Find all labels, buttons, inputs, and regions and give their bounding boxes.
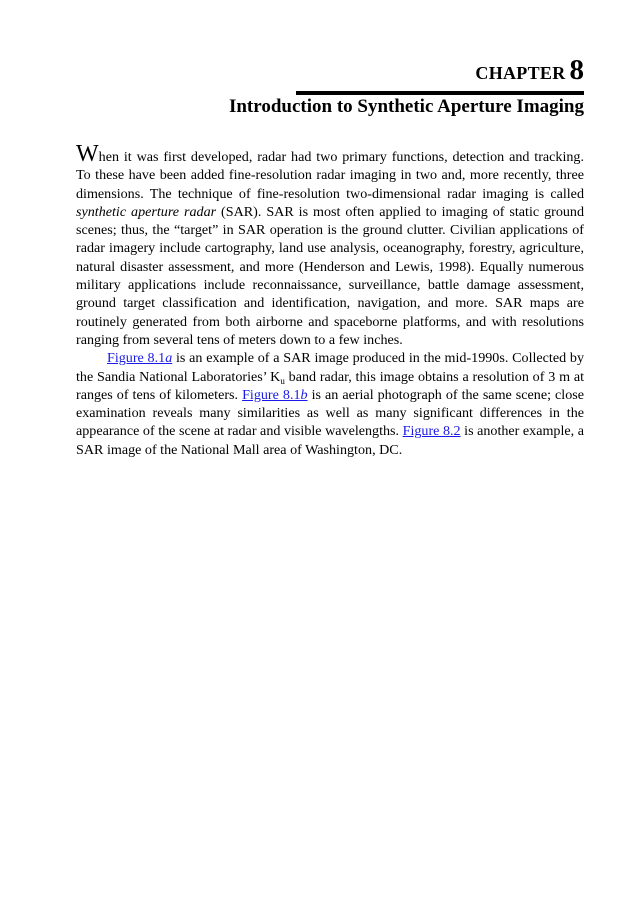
paragraph-2-text-c: is an aerial photograph of the same scene; close examination reveals many similarities as well as many significant differences in the appearance of the scene at radar and visible wavelengths. (76, 386, 584, 440)
body-text (76, 142, 584, 459)
drop-cap: W (76, 141, 99, 167)
figure-8-1b-link[interactable]: Figure 8.1b (242, 386, 308, 403)
subscript-u: u (280, 375, 285, 386)
page (76, 54, 585, 458)
paragraph-1 (76, 142, 584, 349)
paragraph-2 (76, 349, 584, 459)
chapter-heading (76, 56, 584, 86)
chapter-number: 8 (569, 54, 584, 86)
figure-8-2-link[interactable]: Figure 8.2 (402, 423, 461, 440)
chapter-rule (296, 91, 584, 95)
paragraph-1-text-b: (SAR). SAR is most often applied to imaging of static ground scenes; thus, the “target” in SAR operation is the ground clutter. Civilian applications of radar imagery include cartography, land use analysis, oceanography, forestry, agriculture, natural disaster assessment, and more (Henderson and Lewis, 1998). Equally numerous military applications include reconnaissance, surveillance, battle damage assessment, ground target classification and identification, navigation, and more. SAR maps are routinely generated from both airborne and spaceborne platforms, and with resolutions ranging from several tens of meters down to a few inches. (76, 203, 585, 348)
paragraph-1-text-a: hen it was first developed, radar had two primary functions, detection and tracking. To these have been added fine-resolution radar imaging in two and, more recently, three dimensions. The technique of fine-resolution two-dimensional radar imaging is called (76, 149, 584, 202)
paragraph-2-text-a: is an example of a SAR image produced in the mid-1990s. Collected by the Sandia National Laboratories’ K (76, 350, 584, 385)
figure-8-1a-link[interactable]: Figure 8.1a (107, 350, 173, 367)
chapter-label: CHAPTER (475, 63, 566, 83)
chapter-title: Introduction to Synthetic Aperture Imaging (228, 96, 584, 117)
paragraph-2-text-d: is another example, a SAR image of the National Mall area of Washington, DC. (76, 423, 584, 458)
italic-term: synthetic aperture radar (76, 203, 217, 220)
paragraph-2-text-b: band radar, this image obtains a resolution of 3 m at ranges of tens of kilometers. (76, 368, 584, 403)
